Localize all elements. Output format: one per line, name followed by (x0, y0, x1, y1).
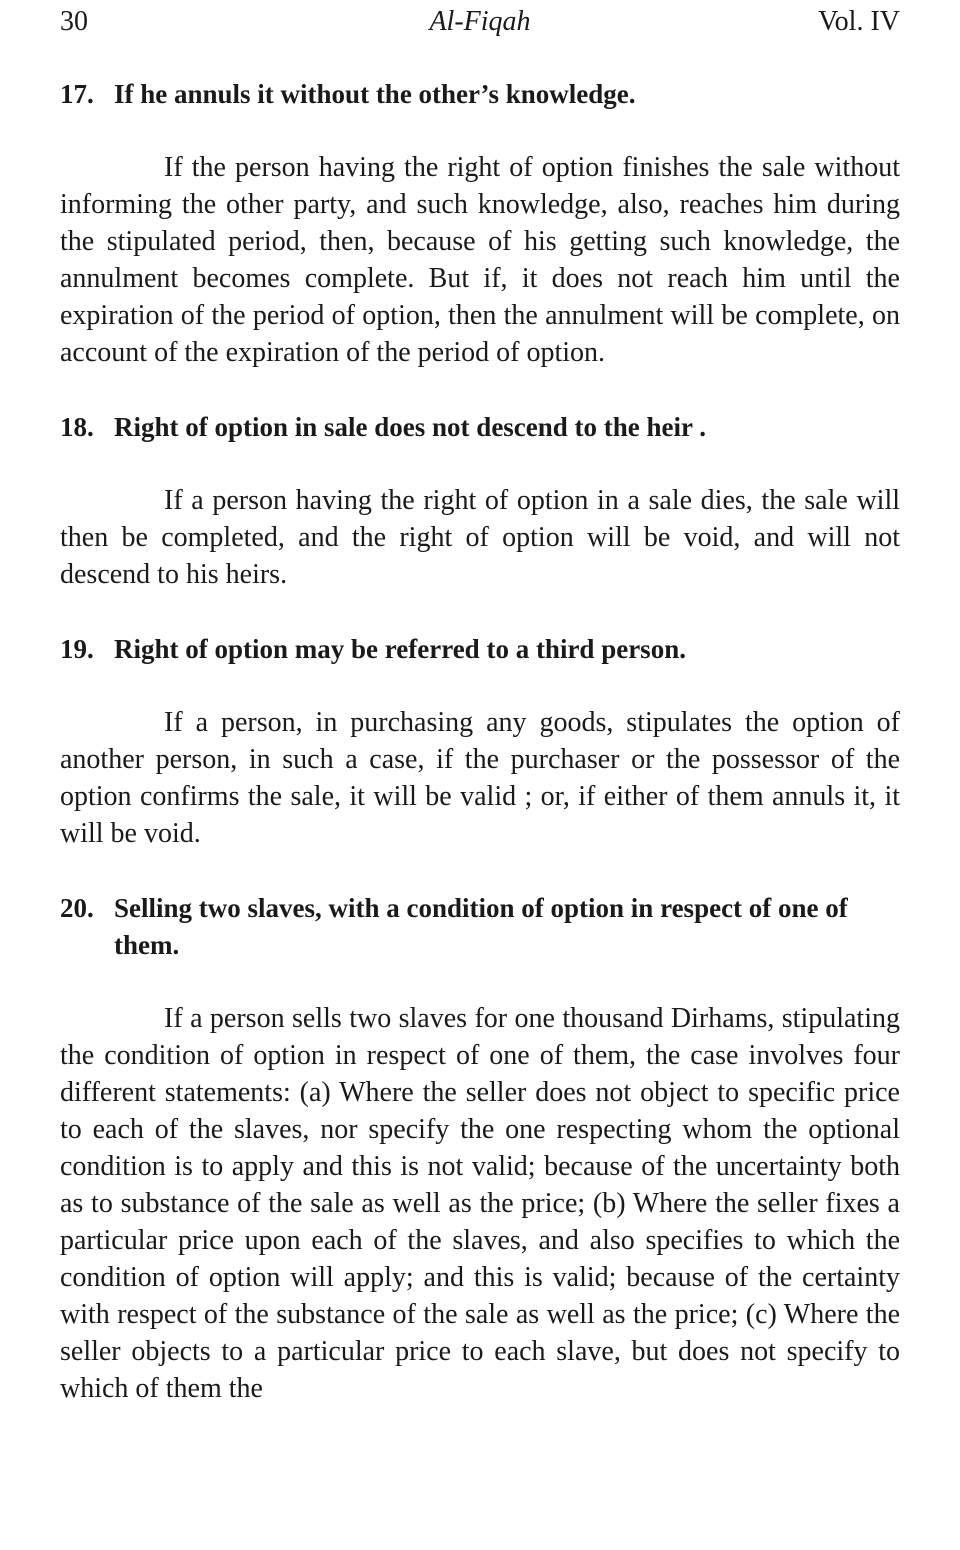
section-title: If he annuls it without the other’s knowledge. (114, 79, 636, 109)
section-17 (60, 76, 900, 371)
section-number: 18. (60, 412, 94, 442)
section-title: Right of option may be referred to a third person. (114, 634, 686, 664)
section-18 (60, 409, 900, 593)
section-title: Right of option in sale does not descend to the heir . (114, 412, 707, 442)
section-heading (60, 76, 900, 113)
section-heading (60, 409, 900, 446)
section-number: 20. (60, 893, 94, 923)
section-body: If the person having the right of option finishes the sale without informing the other party, and such knowledge, also, reaches him during the stipulated period, then, because of his getting such knowledge, the annulment becomes complete. But if, it does not reach him until the expiration of the period of option, then the annulment will be complete, on account of the expiration of the period of option. (60, 152, 900, 368)
section-heading (60, 631, 900, 668)
section-body: If a person sells two slaves for one thousand Dirhams, stipulating the condition of option in respect of one of them, the case involves four different statements: (a) Where the seller does not object to specific price to each of the slaves, nor specify the one respecting whom the optional condition is to apply and this is not valid; because of the uncertainty both as to substance of the sale as well as the price; (b) Where the seller fixes a particular price upon each of the slaves, and also specifies to which the condition of option will apply; and this is valid; because of the certainty with respect of the substance of the sale as well as the price; (c) Where the seller objects to a particular price to each slave, but does not specify to which of them the (60, 1003, 900, 1404)
running-header (60, 0, 900, 44)
section-heading (60, 890, 900, 964)
section-number: 17. (60, 79, 94, 109)
section-body: If a person having the right of option in a sale dies, the sale will then be completed, and the right of option will be void, and will not descend to his heirs. (60, 485, 900, 590)
section-20 (60, 890, 900, 1407)
section-number: 19. (60, 634, 94, 664)
page-number: 30 (60, 6, 88, 37)
book-title: Al-Fiqah (429, 6, 531, 37)
section-19 (60, 631, 900, 852)
section-body: If a person, in purchasing any goods, stipulates the option of another person, in such a case, if the purchaser or the possessor of the option confirms the sale, it will be valid ; or, if either of them annuls it, it will be void. (60, 707, 900, 849)
book-page (60, 0, 900, 1407)
volume-label: Vol. IV (818, 6, 900, 37)
section-title: Selling two slaves, with a condition of option in respect of one of them. (114, 893, 848, 960)
